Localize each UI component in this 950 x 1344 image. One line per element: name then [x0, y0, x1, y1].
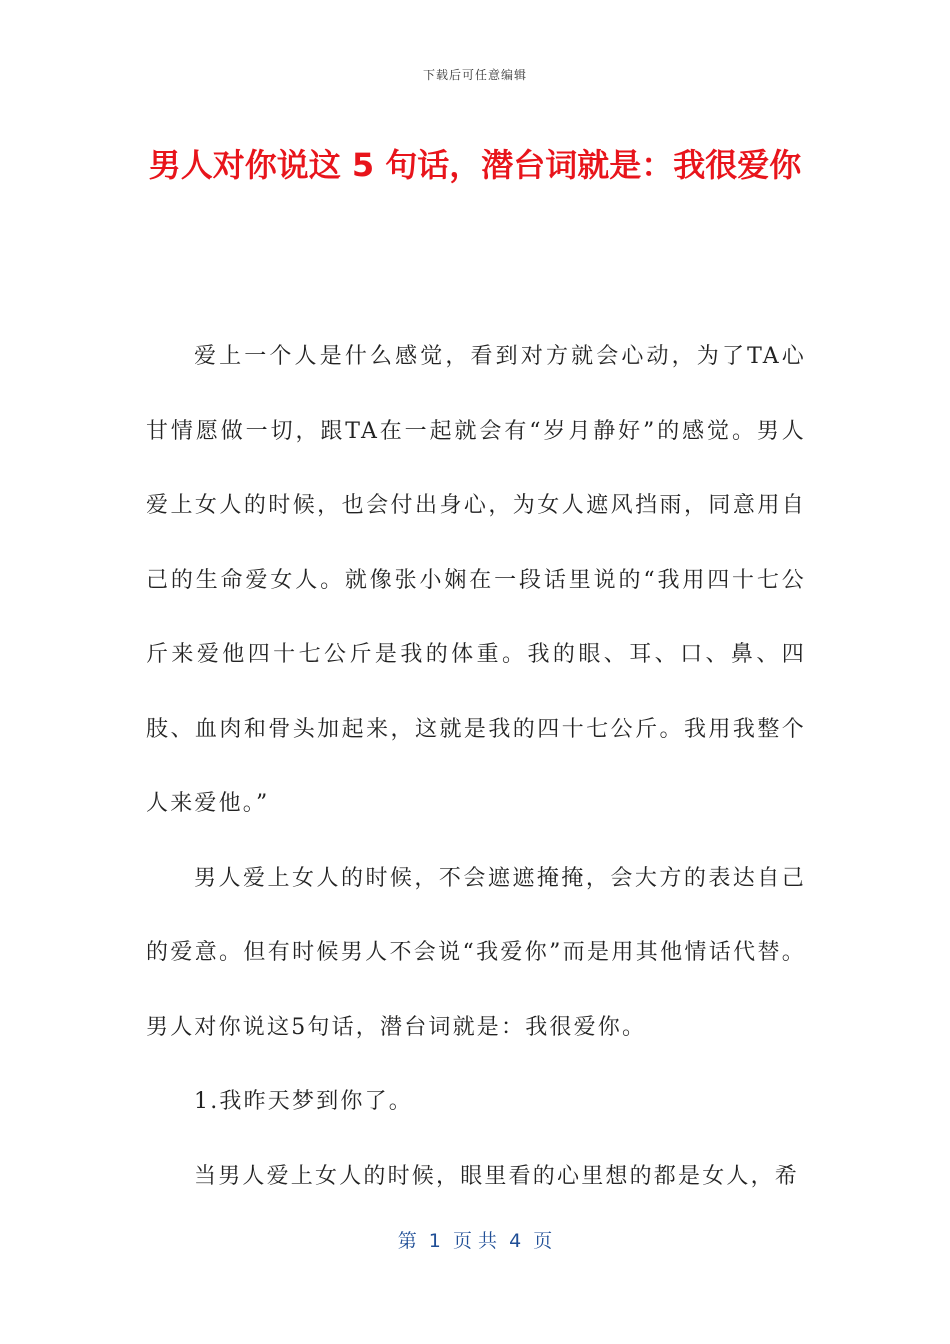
document-title: 男人对你说这 5 句话，潜台词就是：我很爱你	[148, 146, 802, 184]
page-number-footer: 第 1 页 共 4 页	[397, 1230, 553, 1252]
paragraph: 1.我昨天梦到你了。	[194, 1089, 413, 1114]
paragraph: 当男人爱上女人的时候，眼里看的心里想的都是女人，希	[194, 1163, 800, 1189]
header-note: 下载后可任意编辑	[422, 68, 527, 82]
document-body	[146, 320, 806, 1214]
paragraph: 爱上一个人是什么感觉，看到对方就会心动，为了TA心甘情愿做一切，跟TA在一起就会有“岁月静好”的感觉。男人爱上女人的时候，也会付出身心，为女人遮风挡雨，同意用自己的生命爱女人。就像张小娴在一段话里说的“我用四十七公斤来爱他四十七公斤是我的体重。我的眼、耳、口、鼻、四肢、血肉和骨头加起来，这就是我的四十七公斤。我用我整个人来爱他。”	[146, 344, 806, 816]
paragraph: 男人爱上女人的时候，不会遮遮掩掩，会大方的表达自己的爱意。但有时候男人不会说“我爱你”而是用其他情话代替。男人对你说这5句话，潜台词就是：我很爱你。	[146, 865, 806, 1040]
